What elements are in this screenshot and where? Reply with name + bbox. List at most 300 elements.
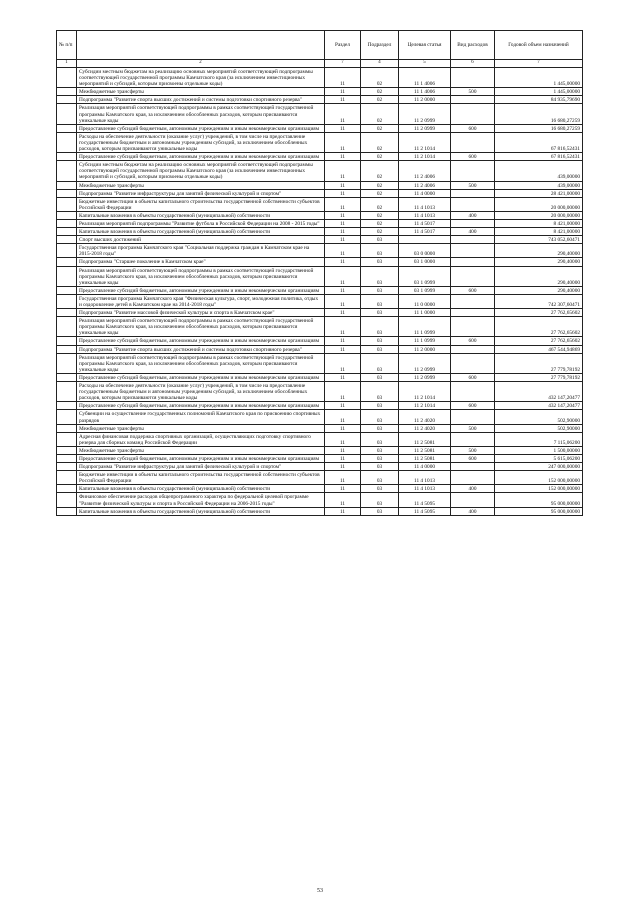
row-subsection: 02 bbox=[361, 211, 399, 219]
table-row bbox=[57, 463, 583, 471]
header-expense-type: Вид расходов bbox=[451, 31, 495, 60]
page-number: 53 bbox=[317, 888, 323, 894]
table-row bbox=[57, 124, 583, 132]
row-description: Подпрограмма "Развитие инфраструктуры для занятий физической культурой и спортом" bbox=[77, 189, 325, 197]
row-target-article: 11 4 5095 bbox=[399, 493, 451, 507]
row-num-cell bbox=[57, 228, 77, 236]
table-row bbox=[57, 382, 583, 402]
row-section: 11 bbox=[325, 345, 361, 353]
row-subsection: 03 bbox=[361, 446, 399, 454]
row-subsection: 02 bbox=[361, 197, 399, 211]
row-description: Межбюджетные трансферты bbox=[77, 88, 325, 96]
column-number-row bbox=[57, 60, 583, 68]
row-target-article: 11 1 0999 bbox=[399, 337, 451, 345]
row-num-cell bbox=[57, 96, 77, 104]
row-description: Реализация мероприятий соответствующей подпрограммы в рамках соответствующей государственной программы Камчатского края, за исключением обособленных расходов, которым присваиваются уникальные коды bbox=[77, 353, 325, 373]
row-section: 11 bbox=[325, 410, 361, 424]
row-section: 11 bbox=[325, 286, 361, 294]
row-section: 11 bbox=[325, 266, 361, 286]
row-target-article: 11 2 5081 bbox=[399, 454, 451, 462]
row-num-cell bbox=[57, 353, 77, 373]
row-target-article: 11 2 5081 bbox=[399, 446, 451, 454]
table-row bbox=[57, 132, 583, 152]
row-subsection: 02 bbox=[361, 68, 399, 88]
row-expense-type bbox=[451, 219, 495, 227]
row-subsection: 02 bbox=[361, 88, 399, 96]
row-expense-type: 500 bbox=[451, 424, 495, 432]
row-num-cell bbox=[57, 309, 77, 317]
row-expense-type bbox=[451, 68, 495, 88]
row-expense-type bbox=[451, 471, 495, 485]
row-target-article: 11 2 0000 bbox=[399, 345, 451, 353]
row-num-cell bbox=[57, 161, 77, 181]
row-target-article: 11 2 4006 bbox=[399, 161, 451, 181]
row-subsection: 02 bbox=[361, 161, 399, 181]
table-row bbox=[57, 153, 583, 161]
header-subsection: Подраздел bbox=[361, 31, 399, 60]
row-amount: 432 147,20477 bbox=[495, 382, 583, 402]
row-section: 11 bbox=[325, 337, 361, 345]
table-header-row bbox=[57, 31, 583, 60]
row-amount: 439,00000 bbox=[495, 181, 583, 189]
row-expense-type: 400 bbox=[451, 211, 495, 219]
row-amount: 27 762,65602 bbox=[495, 317, 583, 337]
row-amount: 27 779,78192 bbox=[495, 353, 583, 373]
row-amount: 27 779,78192 bbox=[495, 373, 583, 381]
row-expense-type: 600 bbox=[451, 337, 495, 345]
table-row bbox=[57, 244, 583, 258]
row-expense-type bbox=[451, 258, 495, 266]
row-expense-type bbox=[451, 463, 495, 471]
table-row bbox=[57, 197, 583, 211]
row-subsection: 03 bbox=[361, 309, 399, 317]
header-amount: Годовой объем назначений bbox=[495, 31, 583, 60]
header-blank bbox=[77, 31, 325, 60]
row-section: 11 bbox=[325, 471, 361, 485]
row-amount: 27 762,65602 bbox=[495, 309, 583, 317]
header-target: Целевая статья bbox=[399, 31, 451, 60]
row-subsection: 03 bbox=[361, 463, 399, 471]
row-amount: 1 445,00000 bbox=[495, 68, 583, 88]
row-description: Предоставление субсидий бюджетным, автономным учреждениям и иным некоммерческим организациям bbox=[77, 454, 325, 462]
row-section: 11 bbox=[325, 463, 361, 471]
row-expense-type bbox=[451, 197, 495, 211]
row-target-article: 03 0 0000 bbox=[399, 244, 451, 258]
row-subsection: 03 bbox=[361, 402, 399, 410]
row-expense-type: 600 bbox=[451, 402, 495, 410]
row-target-article: 11 4 5095 bbox=[399, 507, 451, 515]
row-expense-type: 500 bbox=[451, 181, 495, 189]
row-target-article: 11 2 1014 bbox=[399, 402, 451, 410]
row-subsection: 02 bbox=[361, 96, 399, 104]
row-subsection: 02 bbox=[361, 189, 399, 197]
row-target-article: 03 1 0999 bbox=[399, 286, 451, 294]
row-target-article: 11 2 5081 bbox=[399, 432, 451, 446]
header-section: Раздел bbox=[325, 31, 361, 60]
row-section: 11 bbox=[325, 211, 361, 219]
row-target-article: 11 4 5017 bbox=[399, 219, 451, 227]
row-target-article: 11 2 4020 bbox=[399, 410, 451, 424]
row-subsection: 03 bbox=[361, 266, 399, 286]
row-description: Межбюджетные трансферты bbox=[77, 181, 325, 189]
row-section: 11 bbox=[325, 189, 361, 197]
table-row bbox=[57, 286, 583, 294]
row-amount: 247 000,00000 bbox=[495, 463, 583, 471]
row-target-article: 11 2 0999 bbox=[399, 124, 451, 132]
row-target-article: 11 1 0000 bbox=[399, 309, 451, 317]
row-section: 11 bbox=[325, 219, 361, 227]
row-num-cell bbox=[57, 181, 77, 189]
row-section: 11 bbox=[325, 96, 361, 104]
row-expense-type bbox=[451, 432, 495, 446]
row-subsection: 03 bbox=[361, 236, 399, 244]
row-description: Спорт высших достижений bbox=[77, 236, 325, 244]
row-subsection: 02 bbox=[361, 228, 399, 236]
row-expense-type: 500 bbox=[451, 446, 495, 454]
row-target-article: 11 4 1013 bbox=[399, 485, 451, 493]
row-num-cell bbox=[57, 485, 77, 493]
row-subsection: 03 bbox=[361, 471, 399, 485]
row-subsection: 03 bbox=[361, 286, 399, 294]
row-section: 11 bbox=[325, 228, 361, 236]
row-section: 11 bbox=[325, 161, 361, 181]
row-subsection: 03 bbox=[361, 345, 399, 353]
table-row bbox=[57, 189, 583, 197]
row-description: Подпрограмма "Развитие инфраструктуры для занятий физической культурой и спортом" bbox=[77, 463, 325, 471]
row-description: Предоставление субсидий бюджетным, автономным учреждениям и иным некоммерческим организациям bbox=[77, 373, 325, 381]
row-num-cell bbox=[57, 132, 77, 152]
row-amount: 67 816,52431 bbox=[495, 132, 583, 152]
row-section: 11 bbox=[325, 68, 361, 88]
table-row bbox=[57, 454, 583, 462]
row-target-article: 03 1 0999 bbox=[399, 266, 451, 286]
row-description: Предоставление субсидий бюджетным, автономным учреждениям и иным некоммерческим организациям bbox=[77, 153, 325, 161]
row-subsection: 03 bbox=[361, 353, 399, 373]
row-expense-type bbox=[451, 353, 495, 373]
row-amount: 95 000,00000 bbox=[495, 507, 583, 515]
row-section: 11 bbox=[325, 236, 361, 244]
row-num-cell bbox=[57, 345, 77, 353]
row-section: 11 bbox=[325, 88, 361, 96]
row-target-article: 11 2 4006 bbox=[399, 181, 451, 189]
row-description: Государственная программа Камчатского края "Социальная поддержка граждан в Камчатском крае на 2015-2018 годы" bbox=[77, 244, 325, 258]
row-target-article: 11 2 1014 bbox=[399, 153, 451, 161]
row-subsection: 02 bbox=[361, 104, 399, 124]
row-description: Реализация мероприятий подпрограммы "Развитие футбола в Российской Федерации на 2008 - 2015 годы" bbox=[77, 219, 325, 227]
row-section: 11 bbox=[325, 317, 361, 337]
row-amount: 502,90000 bbox=[495, 424, 583, 432]
row-section: 11 bbox=[325, 153, 361, 161]
table-row bbox=[57, 471, 583, 485]
row-amount: 16 680,27259 bbox=[495, 104, 583, 124]
row-section: 11 bbox=[325, 124, 361, 132]
row-subsection: 02 bbox=[361, 153, 399, 161]
row-description: Капитальные вложения в объекты государственной (муниципальной) собственности bbox=[77, 211, 325, 219]
row-expense-type bbox=[451, 345, 495, 353]
row-amount: 152 000,00000 bbox=[495, 471, 583, 485]
row-target-article: 11 2 0999 bbox=[399, 373, 451, 381]
row-subsection: 03 bbox=[361, 493, 399, 507]
row-expense-type bbox=[451, 236, 495, 244]
row-amount: 432 147,20477 bbox=[495, 402, 583, 410]
row-description: Субвенции на осуществление государственных полномочий Камчатского края по присвоению спортивных разрядов bbox=[77, 410, 325, 424]
row-amount: 502,90000 bbox=[495, 410, 583, 424]
column-number: 2 bbox=[77, 60, 325, 68]
row-num-cell bbox=[57, 153, 77, 161]
table-row bbox=[57, 507, 583, 515]
row-amount: 28 421,00000 bbox=[495, 189, 583, 197]
row-section: 11 bbox=[325, 244, 361, 258]
row-section: 11 bbox=[325, 493, 361, 507]
row-expense-type: 500 bbox=[451, 88, 495, 96]
table-row bbox=[57, 211, 583, 219]
row-expense-type bbox=[451, 244, 495, 258]
row-subsection: 03 bbox=[361, 507, 399, 515]
row-num-cell bbox=[57, 244, 77, 258]
row-section: 11 bbox=[325, 294, 361, 308]
row-amount: 1 500,00000 bbox=[495, 446, 583, 454]
row-expense-type: 400 bbox=[451, 485, 495, 493]
table-body bbox=[57, 68, 583, 516]
row-num-cell bbox=[57, 266, 77, 286]
row-expense-type: 400 bbox=[451, 228, 495, 236]
row-num-cell bbox=[57, 189, 77, 197]
row-amount: 8 421,00000 bbox=[495, 228, 583, 236]
table-row bbox=[57, 96, 583, 104]
row-subsection: 03 bbox=[361, 454, 399, 462]
row-expense-type: 600 bbox=[451, 454, 495, 462]
table-row bbox=[57, 104, 583, 124]
row-subsection: 02 bbox=[361, 132, 399, 152]
row-expense-type: 600 bbox=[451, 286, 495, 294]
row-num-cell bbox=[57, 68, 77, 88]
row-num-cell bbox=[57, 454, 77, 462]
table-row bbox=[57, 181, 583, 189]
row-expense-type: 400 bbox=[451, 507, 495, 515]
row-description: Межбюджетные трансферты bbox=[77, 424, 325, 432]
table-row bbox=[57, 219, 583, 227]
row-section: 11 bbox=[325, 382, 361, 402]
row-subsection: 03 bbox=[361, 258, 399, 266]
table-row bbox=[57, 373, 583, 381]
table-row bbox=[57, 228, 583, 236]
row-amount: 290,40000 bbox=[495, 286, 583, 294]
row-target-article: 11 2 0999 bbox=[399, 353, 451, 373]
table-row bbox=[57, 68, 583, 88]
row-target-article: 11 0 0000 bbox=[399, 294, 451, 308]
row-expense-type: 600 bbox=[451, 124, 495, 132]
row-target-article: 11 2 1014 bbox=[399, 132, 451, 152]
row-description: Бюджетные инвестиции в объекты капитального строительства государственной собственности субъектов Российской Федерации bbox=[77, 197, 325, 211]
row-expense-type bbox=[451, 309, 495, 317]
row-target-article: 11 4 1013 bbox=[399, 197, 451, 211]
table-row bbox=[57, 446, 583, 454]
row-expense-type bbox=[451, 294, 495, 308]
column-number: 6 bbox=[451, 60, 495, 68]
row-section: 11 bbox=[325, 258, 361, 266]
table-row bbox=[57, 258, 583, 266]
row-description: Капитальные вложения в объекты государственной (муниципальной) собственности bbox=[77, 228, 325, 236]
row-subsection: 03 bbox=[361, 317, 399, 337]
row-num-cell bbox=[57, 432, 77, 446]
table-row bbox=[57, 161, 583, 181]
table-row bbox=[57, 345, 583, 353]
row-description: Субсидии местным бюджетам на реализацию основных мероприятий соответствующей подпрограммы соответствующей государственной программы Камчатского края (за исключением инвестиционных мероприятий и субсидий, которым присвоены отдельные коды) bbox=[77, 68, 325, 88]
row-expense-type bbox=[451, 189, 495, 197]
row-target-article: 11 4 0000 bbox=[399, 189, 451, 197]
table-row bbox=[57, 337, 583, 345]
row-amount: 467 544,94869 bbox=[495, 345, 583, 353]
row-description: Расходы на обеспечение деятельности (оказание услуг) учреждений, в том числе на предоставление государственным бюджетным и автономным учреждениям субсидий, за исключением обособленных расходов, которым присваиваются уникальные коды bbox=[77, 382, 325, 402]
row-num-cell bbox=[57, 88, 77, 96]
row-num-cell bbox=[57, 446, 77, 454]
row-description: Адресная финансовая поддержка спортивных организаций, осуществляющих подготовку спортивного резерва для сборных команд Российской Федерации bbox=[77, 432, 325, 446]
row-num-cell bbox=[57, 410, 77, 424]
row-num-cell bbox=[57, 124, 77, 132]
row-expense-type: 600 bbox=[451, 373, 495, 381]
table-row bbox=[57, 266, 583, 286]
budget-table-page bbox=[56, 30, 582, 516]
row-amount: 67 816,52431 bbox=[495, 153, 583, 161]
column-number: 7 bbox=[495, 60, 583, 68]
row-description: Подпрограмма "Развитие массовой физической культуры и спорта в Камчатском крае" bbox=[77, 309, 325, 317]
row-expense-type bbox=[451, 96, 495, 104]
row-target-article: 11 1 0999 bbox=[399, 317, 451, 337]
row-subsection: 03 bbox=[361, 373, 399, 381]
row-subsection: 03 bbox=[361, 244, 399, 258]
row-num-cell bbox=[57, 211, 77, 219]
row-subsection: 03 bbox=[361, 382, 399, 402]
row-target-article: 11 2 1014 bbox=[399, 382, 451, 402]
row-amount: 5 615,06200 bbox=[495, 454, 583, 462]
row-section: 11 bbox=[325, 507, 361, 515]
row-target-article: 11 2 4020 bbox=[399, 424, 451, 432]
row-description: Подпрограмма "Развитие спорта высших достижений и системы подготовки спортивного резерва" bbox=[77, 96, 325, 104]
row-subsection: 03 bbox=[361, 424, 399, 432]
table-row bbox=[57, 353, 583, 373]
table-row bbox=[57, 309, 583, 317]
row-section: 11 bbox=[325, 485, 361, 493]
row-description: Предоставление субсидий бюджетным, автономным учреждениям и иным некоммерческим организациям bbox=[77, 337, 325, 345]
row-amount: 20 000,00000 bbox=[495, 197, 583, 211]
row-subsection: 03 bbox=[361, 410, 399, 424]
row-num-cell bbox=[57, 382, 77, 402]
row-description: Реализация мероприятий соответствующей подпрограммы в рамках соответствующей государственной программы Камчатского края, за исключением обособленных расходов, которым присваиваются уникальные коды bbox=[77, 317, 325, 337]
row-expense-type bbox=[451, 266, 495, 286]
row-section: 11 bbox=[325, 373, 361, 381]
table-row bbox=[57, 88, 583, 96]
row-section: 11 bbox=[325, 309, 361, 317]
row-section: 11 bbox=[325, 181, 361, 189]
row-amount: 290,40000 bbox=[495, 258, 583, 266]
row-section: 11 bbox=[325, 402, 361, 410]
table-row bbox=[57, 485, 583, 493]
row-amount: 152 000,00000 bbox=[495, 485, 583, 493]
row-description: Финансовое обеспечение расходов общепрограммного характера по федеральной целевой программе "Развитие физической культуры и спорта в Российской Федерации на 2006-2015 годы" bbox=[77, 493, 325, 507]
row-description: Реализация мероприятий соответствующей подпрограммы в рамках соответствующей государственной программы Камчатского края, за исключением обособленных расходов, которым присваиваются уникальные коды bbox=[77, 104, 325, 124]
row-description: Капитальные вложения в объекты государственной (муниципальной) собственности bbox=[77, 507, 325, 515]
column-number: 1 bbox=[57, 60, 77, 68]
header-num: № п/п bbox=[57, 31, 77, 60]
row-target-article: 11 4 5017 bbox=[399, 228, 451, 236]
row-subsection: 02 bbox=[361, 124, 399, 132]
row-description: Предоставление субсидий бюджетным, автономным учреждениям и иным некоммерческим организациям bbox=[77, 402, 325, 410]
row-target-article: 11 1 4006 bbox=[399, 88, 451, 96]
table-row bbox=[57, 294, 583, 308]
row-amount: 439,00000 bbox=[495, 161, 583, 181]
row-section: 11 bbox=[325, 446, 361, 454]
row-target-article: 11 1 4006 bbox=[399, 68, 451, 88]
row-section: 11 bbox=[325, 424, 361, 432]
row-description: Подпрограмма "Развитие спорта высших достижений и системы подготовки спортивного резерва" bbox=[77, 345, 325, 353]
row-description: Межбюджетные трансферты bbox=[77, 446, 325, 454]
table-row bbox=[57, 410, 583, 424]
row-num-cell bbox=[57, 219, 77, 227]
row-num-cell bbox=[57, 197, 77, 211]
row-subsection: 03 bbox=[361, 485, 399, 493]
column-number: 7 bbox=[325, 60, 361, 68]
row-description: Подпрограмма "Старшее поколение в Камчатском крае" bbox=[77, 258, 325, 266]
row-target-article: 11 4 0000 bbox=[399, 463, 451, 471]
row-amount: 7 115,06200 bbox=[495, 432, 583, 446]
row-amount: 743 052,60471 bbox=[495, 236, 583, 244]
row-amount: 742 307,60471 bbox=[495, 294, 583, 308]
row-subsection: 03 bbox=[361, 432, 399, 446]
row-num-cell bbox=[57, 471, 77, 485]
row-section: 11 bbox=[325, 353, 361, 373]
row-description: Субсидии местным бюджетам на реализацию основных мероприятий соответствующей подпрограммы соответствующей государственной программы Камчатского края (за исключением инвестиционных мероприятий и субсидий, которым присвоены отдельные коды) bbox=[77, 161, 325, 181]
row-description: Государственная программа Камчатского края "Физическая культура, спорт, молодежная политика, отдых и оздоровление детей в Камчатском крае на 2014-2018 годы" bbox=[77, 294, 325, 308]
row-num-cell bbox=[57, 317, 77, 337]
row-description: Бюджетные инвестиции в объекты капитального строительства государственной собственности субъектов Российской Федерации bbox=[77, 471, 325, 485]
row-num-cell bbox=[57, 373, 77, 381]
row-num-cell bbox=[57, 104, 77, 124]
row-amount: 290,40000 bbox=[495, 244, 583, 258]
table-row bbox=[57, 317, 583, 337]
row-target-article: 11 4 1013 bbox=[399, 471, 451, 485]
budget-table bbox=[56, 30, 583, 516]
row-num-cell bbox=[57, 507, 77, 515]
row-expense-type bbox=[451, 161, 495, 181]
row-num-cell bbox=[57, 286, 77, 294]
row-expense-type bbox=[451, 493, 495, 507]
row-amount: 290,40000 bbox=[495, 266, 583, 286]
row-subsection: 03 bbox=[361, 337, 399, 345]
row-amount: 84 935,79690 bbox=[495, 96, 583, 104]
row-expense-type bbox=[451, 317, 495, 337]
row-expense-type bbox=[451, 104, 495, 124]
row-section: 11 bbox=[325, 454, 361, 462]
row-target-article: 11 2 0000 bbox=[399, 96, 451, 104]
row-expense-type bbox=[451, 382, 495, 402]
row-amount: 20 000,00000 bbox=[495, 211, 583, 219]
column-number: 5 bbox=[399, 60, 451, 68]
table-row bbox=[57, 236, 583, 244]
table-row bbox=[57, 402, 583, 410]
row-description: Расходы на обеспечение деятельности (оказание услуг) учреждений, в том числе на предоставление государственным бюджетным и автономным учреждениям субсидий, за исключением обособленных расходов, которым присваиваются уникальные коды bbox=[77, 132, 325, 152]
row-amount: 8 421,00000 bbox=[495, 219, 583, 227]
row-amount: 27 762,65602 bbox=[495, 337, 583, 345]
table-row bbox=[57, 424, 583, 432]
row-amount: 95 000,00000 bbox=[495, 493, 583, 507]
table-row bbox=[57, 493, 583, 507]
row-description: Реализация мероприятий соответствующей подпрограммы в рамках соответствующей государственной программы Камчатского края, за исключением обособленных расходов, которым присваиваются уникальные коды bbox=[77, 266, 325, 286]
row-expense-type: 600 bbox=[451, 153, 495, 161]
row-expense-type bbox=[451, 410, 495, 424]
row-section: 11 bbox=[325, 432, 361, 446]
row-subsection: 02 bbox=[361, 219, 399, 227]
row-num-cell bbox=[57, 402, 77, 410]
